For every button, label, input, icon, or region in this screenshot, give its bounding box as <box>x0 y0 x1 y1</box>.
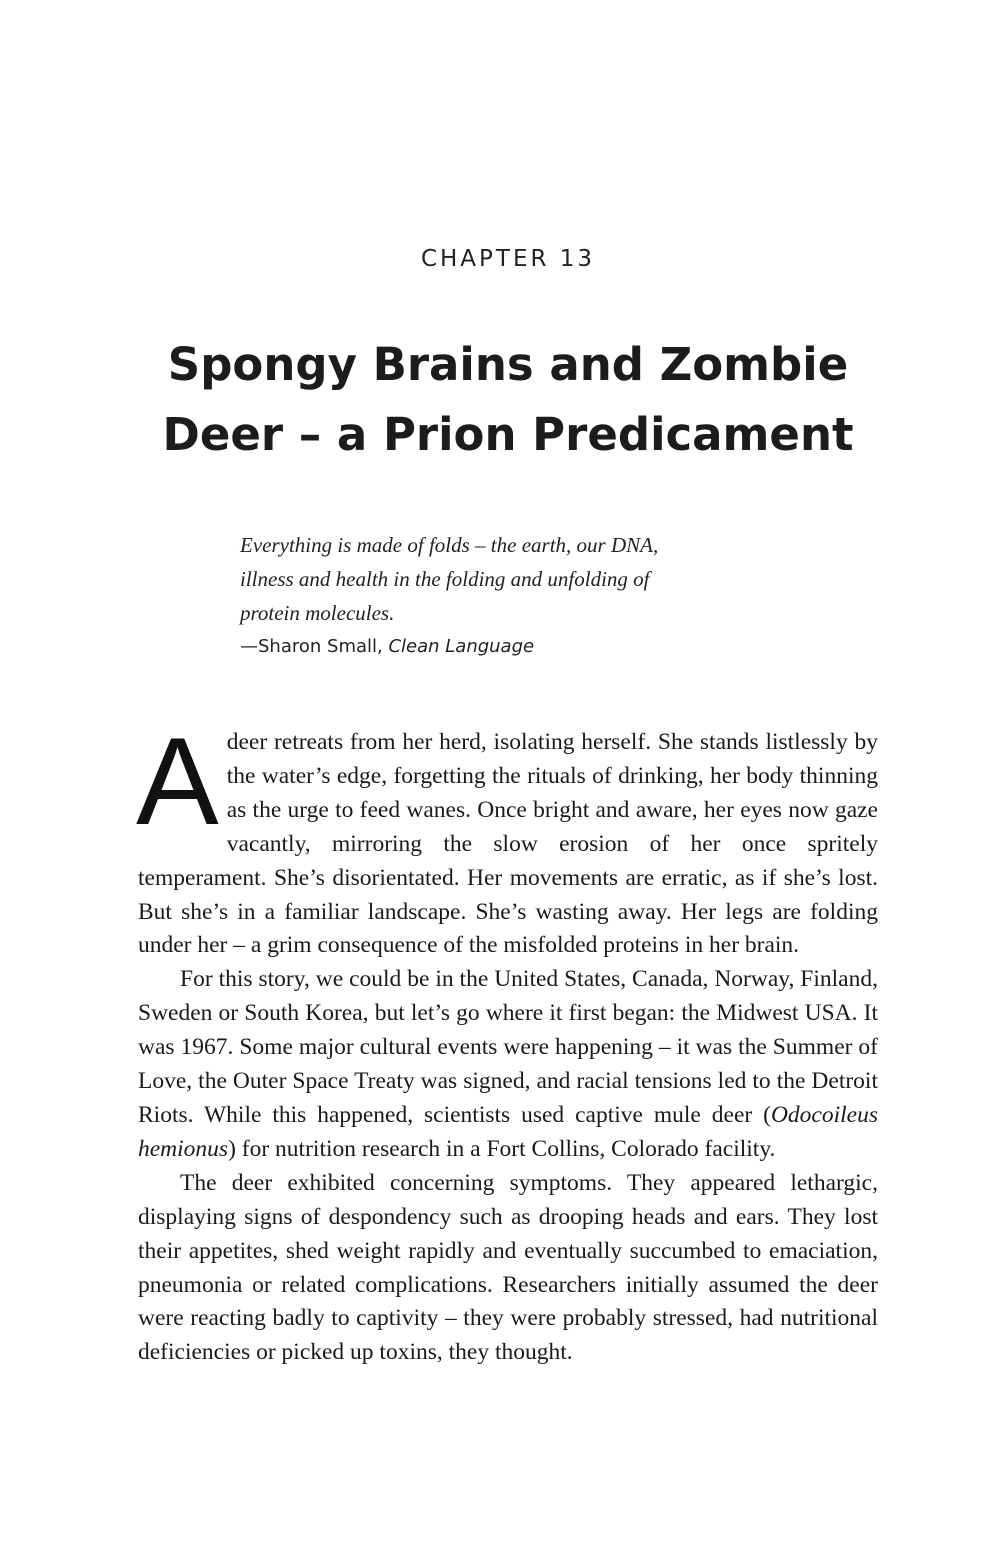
epigraph-line-1: Everything is made of folds – the earth, our DNA, <box>240 533 659 557</box>
paragraph-1-text: deer retreats from her herd, isolating herself. She stands listlessly by the water’s edge, forgetting the rituals of drinking, her body thinning as the urge to feed wanes. Once bright and aware, her eyes now gaze vacantly, mirroring the slow erosion of her once spritely temperament. She’s disorientated. Her movements are erratic, as if she’s lost. But she’s in a familiar landscape. She’s wasting away. Her legs are folding under her – a grim consequence of the misfolded proteins in her brain. <box>138 729 878 959</box>
epigraph-author: —Sharon Small, <box>240 636 389 657</box>
epigraph-attribution <box>240 630 780 664</box>
epigraph <box>240 528 780 664</box>
epigraph-line-3: protein molecules. <box>240 601 395 625</box>
epigraph-source: Clean Language <box>388 636 535 657</box>
drop-cap: A <box>136 713 219 851</box>
chapter-title <box>40 330 976 470</box>
body-text <box>136 713 878 1370</box>
paragraph-2-text-b: ) for nutrition research in a Fort Collins, Colorado facility. <box>228 1135 776 1162</box>
paragraph-2 <box>138 963 878 1166</box>
chapter-title-line-2: Deer – a Prion Predicament <box>162 408 854 461</box>
chapter-label: CHAPTER 13 <box>420 246 596 272</box>
paragraph-2-text-a: For this story, we could be in the United States, Canada, Norway, Finland, Sweden or South Korea, but let’s go where it first began: the Midwest USA. It was 1967. Some major cultural events were happening – it was the Summer of Love, the Outer Space Treaty was signed, and racial tensions led to the Detroit Riots. While this happened, scientists used captive mule deer ( <box>138 966 878 1128</box>
paragraph-1 <box>136 713 878 963</box>
paragraph-3: The deer exhibited concerning symptoms. They appeared lethargic, displaying signs of despondency such as drooping heads and ears. They lost their appetites, shed weight rapidly and eventually succumbed to emaciation, pneumonia or related complications. Researchers initially assumed the deer were reacting badly to captivity – they were probably stressed, had nutritional deficiencies or picked up toxins, they thought. <box>138 1169 878 1366</box>
chapter-title-line-1: Spongy Brains and Zombie <box>167 338 849 391</box>
epigraph-line-2: illness and health in the folding and unfolding of <box>240 567 650 591</box>
species-name: Odocoileus hemionus <box>138 1101 878 1162</box>
epigraph-quote <box>240 528 780 630</box>
